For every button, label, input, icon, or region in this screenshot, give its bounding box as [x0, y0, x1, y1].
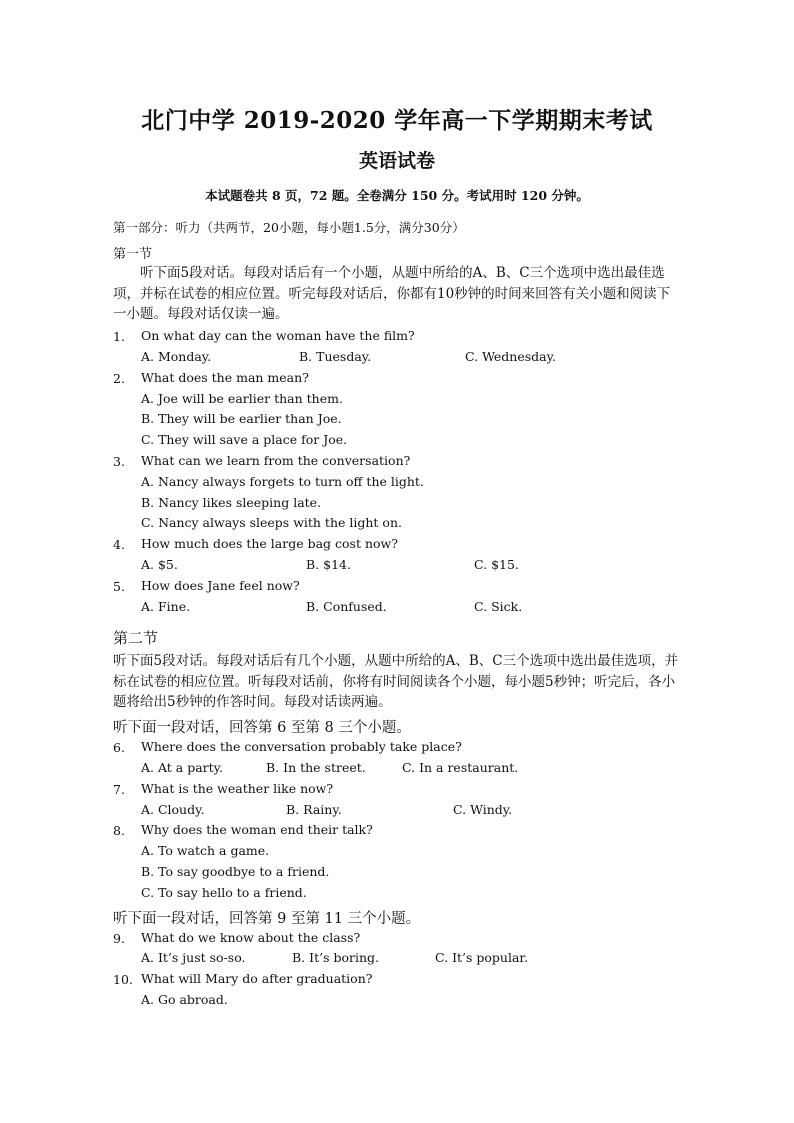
question-number: 5. — [113, 579, 125, 594]
option-c: C. $15. — [474, 557, 519, 572]
exam-subtitle: 英语试卷 — [358, 150, 435, 172]
question-number: 10. — [113, 972, 133, 987]
question-text: What does the man mean? — [141, 370, 309, 385]
question-number: 8. — [113, 823, 125, 838]
group-heading: 听下面一段对话，回答第 6 至第 8 三个小题。 — [113, 720, 411, 736]
option-a: A. $5. — [141, 557, 178, 572]
option-b: B. Nancy likes sleeping late. — [141, 495, 322, 510]
option-a: A. Go abroad. — [141, 992, 228, 1007]
section2-heading: 第二节 — [113, 629, 159, 647]
option-c: C. Sick. — [474, 599, 523, 614]
option-b: B. In the street. — [266, 760, 366, 775]
option-c: C. They will save a place for Joe. — [141, 432, 348, 447]
option-a: A. At a party. — [141, 760, 224, 775]
option-c: C. Nancy always sleeps with the light on. — [141, 515, 402, 530]
part1-heading: 第一部分：听力（共两节，20小题，每小题1.5分，满分30分） — [113, 220, 465, 235]
question-number: 9. — [113, 931, 125, 946]
option-c: C. Windy. — [453, 802, 513, 817]
option-b: B. It’s boring. — [292, 950, 379, 965]
question-text: How does Jane feel now? — [141, 578, 300, 593]
option-a: A. Nancy always forgets to turn off the light. — [141, 474, 424, 489]
option-a: A. Joe will be earlier than them. — [141, 391, 343, 406]
question-text: Where does the conversation probably take place? — [141, 739, 462, 754]
option-b: B. Tuesday. — [299, 349, 372, 364]
question-number: 1. — [113, 329, 125, 344]
section1-heading: 第一节 — [113, 247, 153, 262]
question-text: How much does the large bag cost now? — [141, 536, 398, 551]
question-number: 4. — [113, 537, 125, 552]
option-b: B. Rainy. — [286, 802, 342, 817]
question-text: On what day can the woman have the film? — [141, 328, 415, 343]
option-a: A. To watch a game. — [141, 843, 270, 858]
option-b: B. To say goodbye to a friend. — [141, 864, 330, 879]
question-text: What will Mary do after graduation? — [141, 971, 373, 986]
option-c: C. To say hello to a friend. — [141, 885, 307, 900]
question-number: 7. — [113, 782, 125, 797]
option-a: A. Monday. — [141, 349, 212, 364]
option-c: C. It’s popular. — [435, 950, 528, 965]
question-number: 6. — [113, 740, 125, 755]
question-text: What is the weather like now? — [141, 781, 334, 796]
option-b: B. $14. — [306, 557, 351, 572]
option-a: A. Cloudy. — [141, 802, 205, 817]
question-text: What do we know about the class? — [141, 930, 361, 945]
option-c: C. In a restaurant. — [402, 760, 519, 775]
question-number: 3. — [113, 454, 125, 469]
question-text: What can we learn from the conversation? — [141, 453, 411, 468]
exam-info: 本试题卷共 8 页，72 题。全卷满分 150 分。考试用时 120 分钟。 — [205, 188, 589, 203]
option-b: B. They will be earlier than Joe. — [141, 411, 342, 426]
exam-title: 北门中学 2019-2020 学年高一下学期期末考试 — [141, 107, 653, 134]
option-b: B. Confused. — [306, 599, 387, 614]
question-number: 2. — [113, 371, 125, 386]
question-text: Why does the woman end their talk? — [141, 822, 373, 837]
option-c: C. Wednesday. — [465, 349, 556, 364]
option-a: A. Fine. — [141, 599, 191, 614]
section1-instructions: 听下面5段对话。每段对话后有一个小题，从题中所给的A、B、C三个选项中选出最佳选项，并标在试卷的相应位置。听完每段对话后，你都有10秒钟的时间来回答有关小题和阅读下一小题。每段对话仅读一遍。 — [113, 265, 671, 322]
option-a: A. It’s just so-so. — [141, 950, 246, 965]
group-heading: 听下面一段对话，回答第 9 至第 11 三个小题。 — [113, 911, 421, 927]
section2-instructions: 听下面5段对话。每段对话后有几个小题，从题中所给的A、B、C三个选项中选出最佳选项，并标在试卷的相应位置。听每段对话前，你将有时间阅读各个小题，每小题5秒钟；听完后，各小题将给出5秒钟的作答时间。每段对话读两遍。 — [113, 653, 679, 710]
